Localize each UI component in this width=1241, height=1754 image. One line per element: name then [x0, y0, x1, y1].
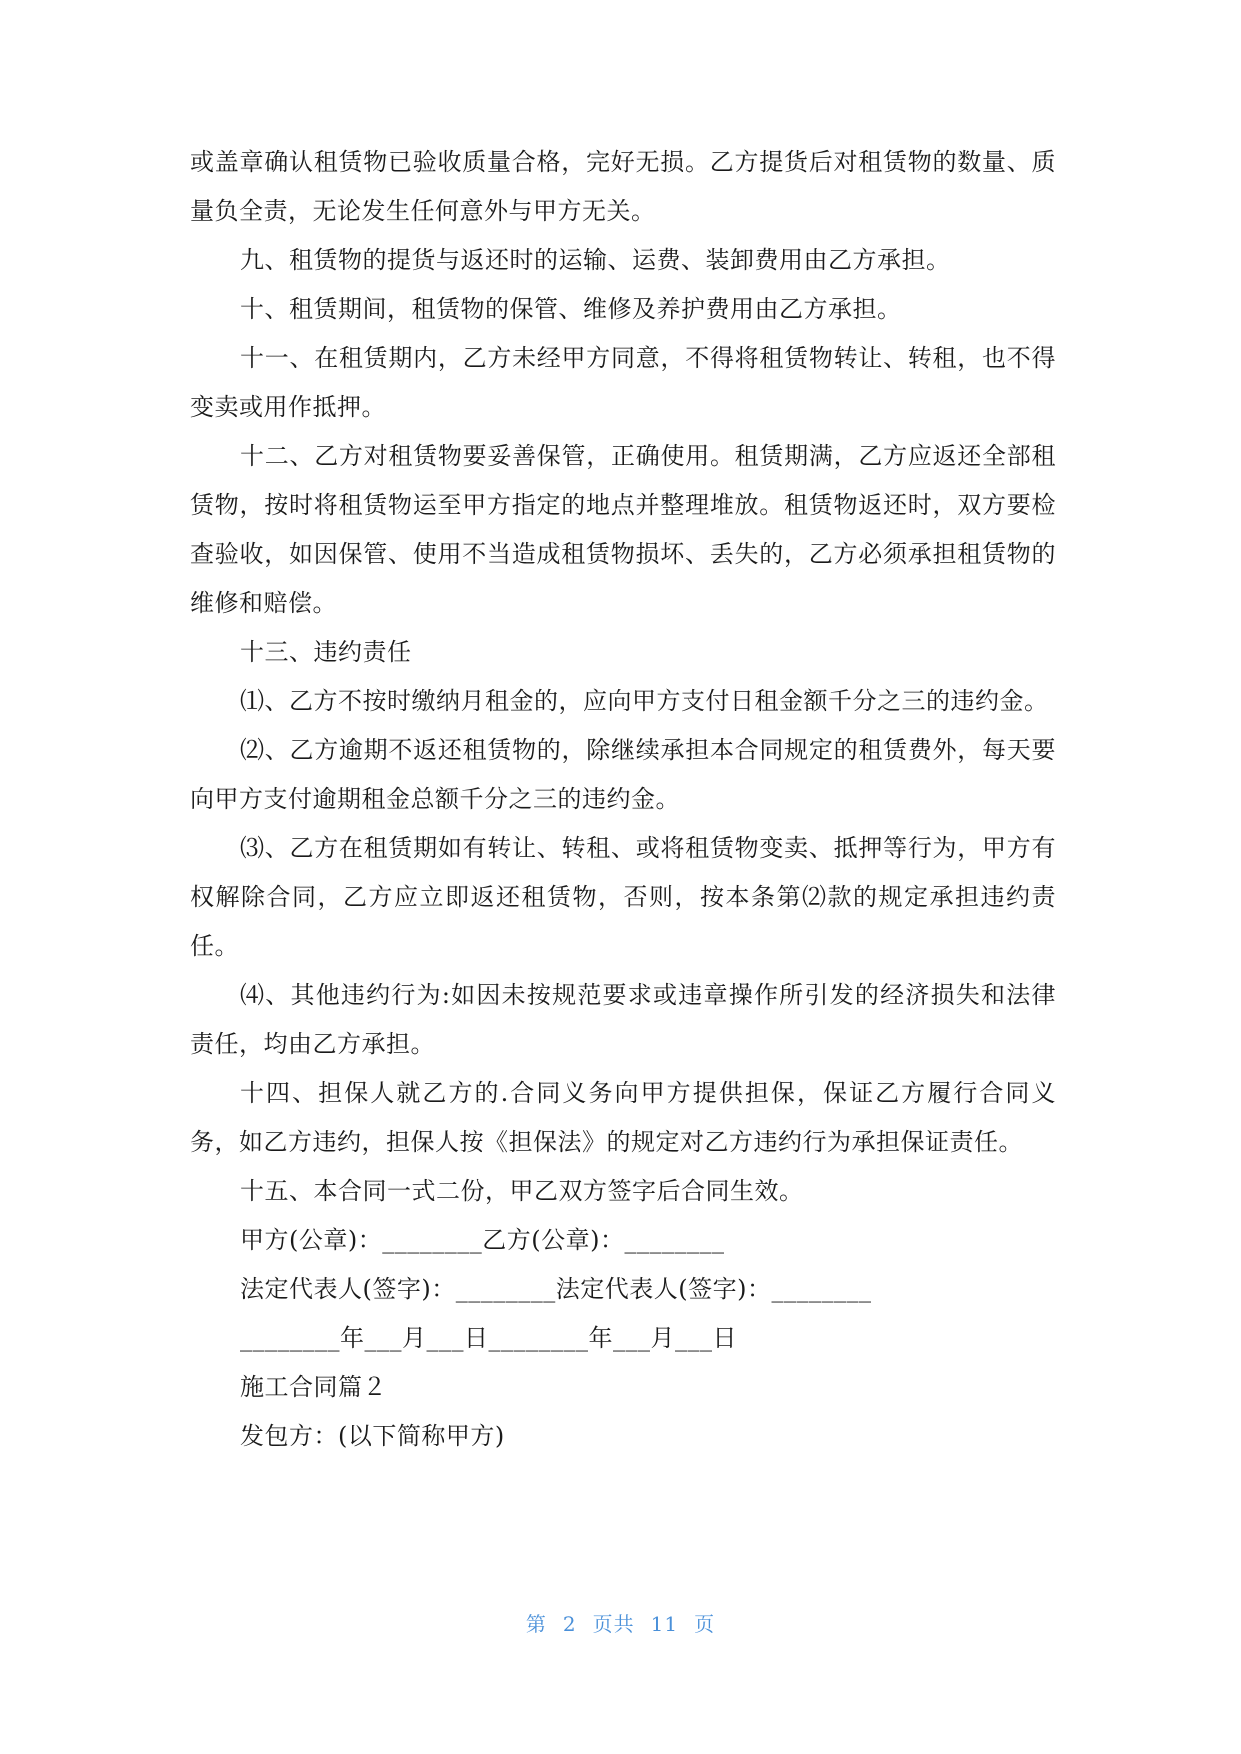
footer-label-page: 第: [525, 1612, 547, 1636]
paragraph-4: 十一、在租赁期内，乙方未经甲方同意，不得将租赁物转让、转租，也不得变卖或用作抵押。: [190, 344, 1056, 421]
paragraph-6: 十三、违约责任: [240, 638, 412, 666]
paragraph-7: ⑴、乙方不按时缴纳月租金的，应向甲方支付日租金额千分之三的违约金。: [240, 687, 1049, 715]
page-footer: [0, 1608, 1241, 1637]
section-heading: 施工合同篇２: [240, 1373, 387, 1401]
paragraph-2: 九、租赁物的提货与返还时的运输、运费、装卸费用由乙方承担。: [240, 246, 951, 274]
paragraph-12: 十五、本合同一式二份，甲乙双方签字后合同生效。: [240, 1177, 804, 1205]
contractor-line: 发包方：(以下简称甲方): [240, 1422, 505, 1450]
footer-current-page: 2: [562, 1612, 577, 1636]
paragraph-10: ⑷、其他违约行为:如因未按规范要求或违章操作所引发的经济损失和法律责任，均由乙方承担。: [190, 981, 1056, 1058]
signature-seal-line: 甲方(公章)：________乙方(公章)：________: [240, 1226, 725, 1254]
signature-representative-line: 法定代表人(签字)：________法定代表人(签字)：________: [240, 1275, 872, 1303]
paragraph-5: 十二、乙方对租赁物要妥善保管，正确使用。租赁期满，乙方应返还全部租赁物，按时将租赁物运至甲方指定的地点并整理堆放。租赁物返还时，双方要检查验收，如因保管、使用不当造成租赁物损坏、丢失的，乙方必须承担租赁物的维修和赔偿。: [190, 442, 1056, 617]
paragraph-9: ⑶、乙方在租赁期如有转让、转租、或将租赁物变卖、抵押等行为，甲方有权解除合同，乙方应立即返还租赁物，否则，按本条第⑵款的规定承担违约责任。: [190, 834, 1056, 960]
footer-label-end: 页: [694, 1612, 716, 1636]
paragraph-8: ⑵、乙方逾期不返还租赁物的，除继续承担本合同规定的租赁费外，每天要向甲方支付逾期租金总额千分之三的违约金。: [190, 736, 1056, 813]
footer-total-pages: 11: [650, 1612, 679, 1636]
signature-date-line: ________年___月___日________年___月___日: [240, 1324, 737, 1352]
paragraph-3: 十、租赁期间，租赁物的保管、维修及养护费用由乙方承担。: [240, 295, 902, 323]
document-body: [190, 138, 1056, 1461]
paragraph-11: 十四、担保人就乙方的.合同义务向甲方提供担保，保证乙方履行合同义务，如乙方违约，担保人按《担保法》的规定对乙方违约行为承担保证责任。: [190, 1079, 1056, 1156]
footer-label-of: 页共: [592, 1612, 635, 1636]
paragraph-1: 或盖章确认租赁物已验收质量合格，完好无损。乙方提货后对租赁物的数量、质量负全责，无论发生任何意外与甲方无关。: [190, 148, 1056, 225]
